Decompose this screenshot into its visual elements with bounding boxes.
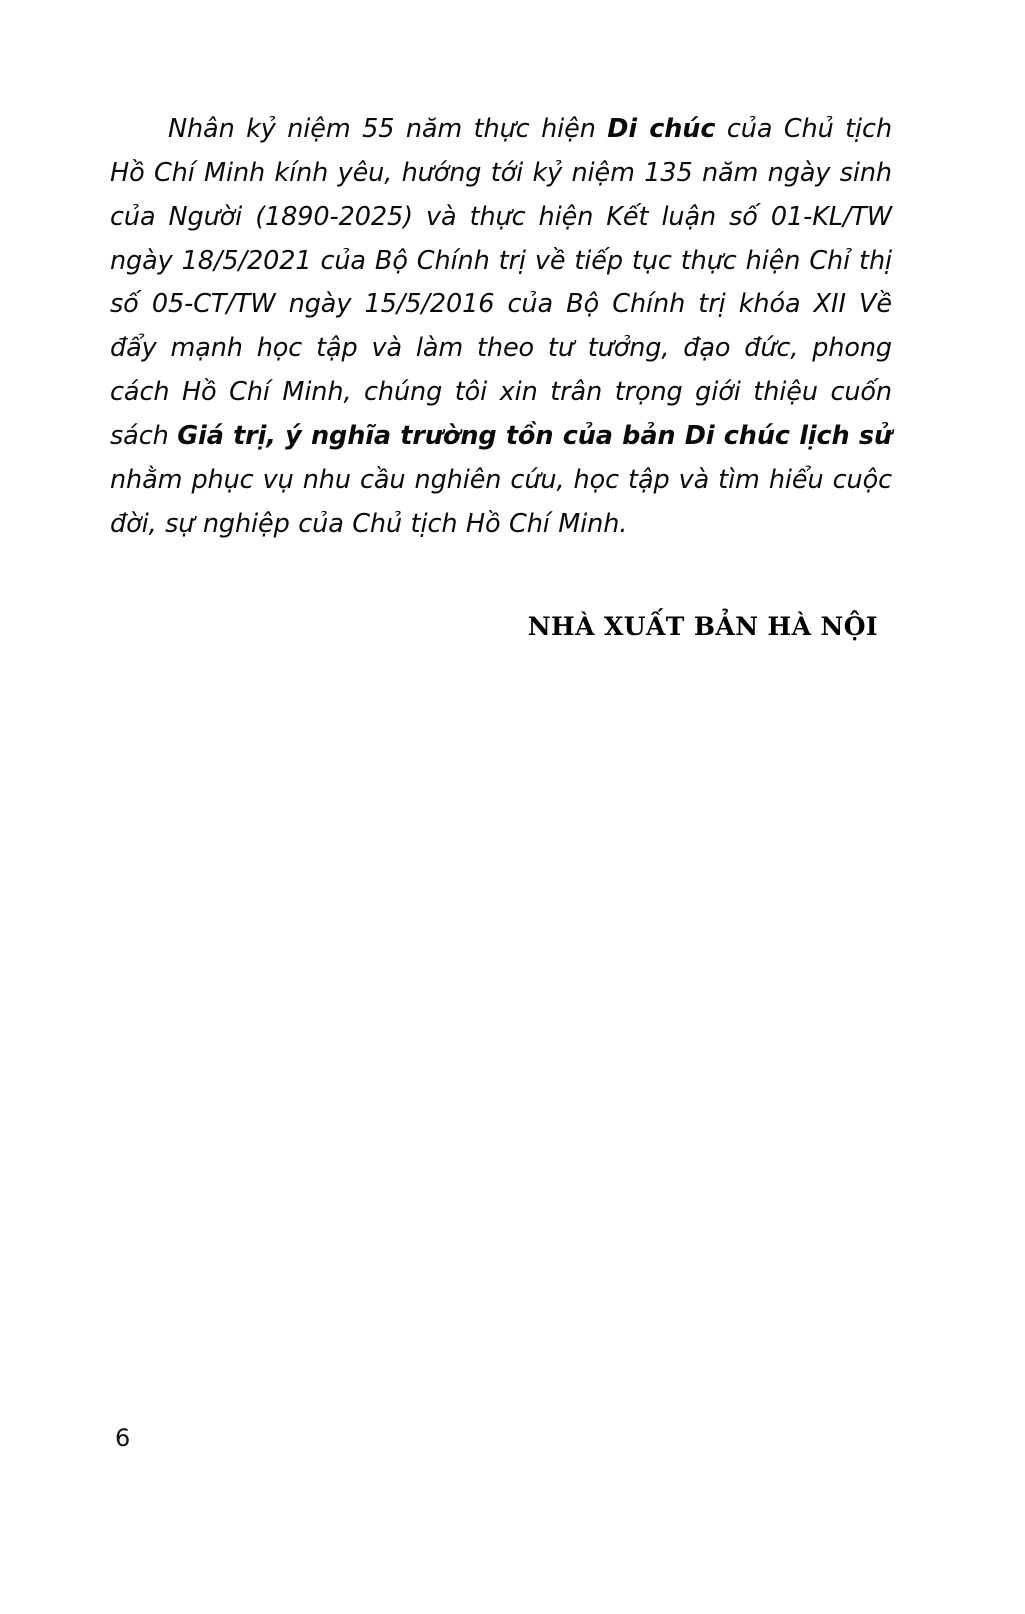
text-run: nhằm phục vụ nhu cầu nghiên cứu, học tập và tìm hiểu cuộc đời, sự nghiệp của Chủ tịch Hồ Chí Minh. [110,464,892,539]
emphasis-run: Giá trị, ý nghĩa trường tồn của bản Di chúc lịch sử [177,421,892,452]
text-run: , chúng tôi xin trân trọng giới thiệu cuốn sách [110,377,892,452]
emphasis-run: Di chúc [607,114,716,144]
text-run: của Chủ tịch Hồ Chí Minh kính yêu, hướng tới kỷ niệm 135 năm ngày sinh của Người (1890-2025) và thực hiện Kết luận số 01-KL/TW ngày 18/5/2021 của Bộ Chính trị về tiếp tục thực hiện Chỉ thị số 05-CT/TW ngày 15/5/2016 của Bộ Chính trị khóa XII Về đẩy mạnh học tập và làm theo tư tưởng, đạo đức, phong cách Hồ Chí Minh [110,114,893,408]
intro-paragraph [110,108,892,547]
page-number: 6 [115,1424,131,1452]
text-run: Nhân kỷ niệm 55 năm thực hiện [168,114,608,144]
body-text-block [110,108,892,547]
publisher-name: NHÀ XUẤT BẢN HÀ NỘI [527,612,878,641]
publisher-line [110,612,892,641]
